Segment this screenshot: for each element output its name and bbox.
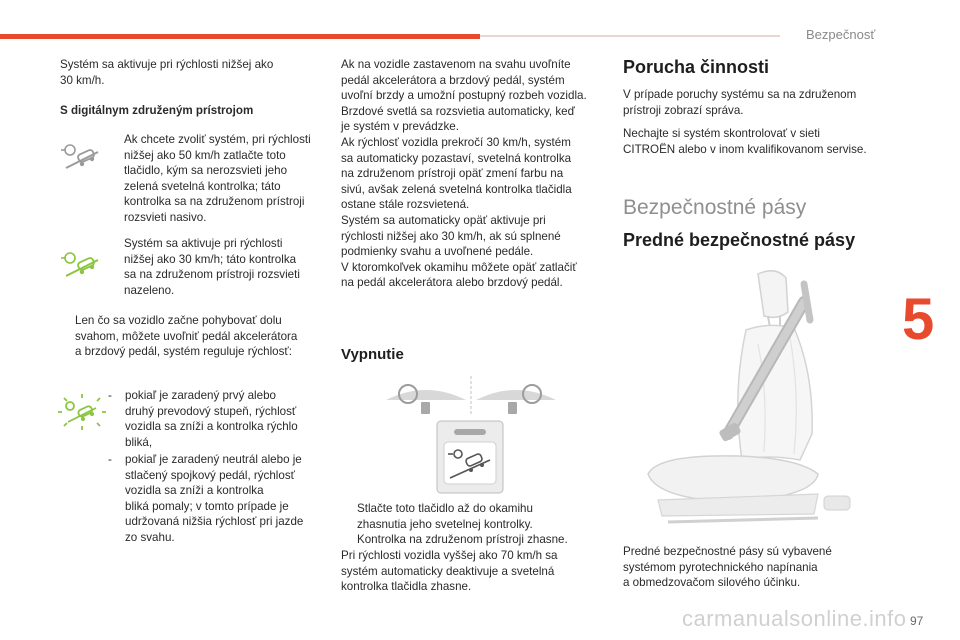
off-after-text: Pri rýchlosti vozidla vyššej ako 70 km/h sa systém automaticky deaktivuje a svetelná kontrolka tlačidla zhasne. [341,549,558,594]
chapter-number: 5 [902,287,935,352]
heading-front-seatbelts: Predné bezpečnostné pásy [623,230,856,250]
accent-bar-thin [480,35,780,37]
accent-bar [0,34,480,39]
hill-descent-green-icon [58,248,104,282]
seatbelt-caption: Predné bezpečnostné pásy sú vybavené systémom pyrotechnického napínania a obmedzovačom silového účinku. [623,545,832,590]
off-step: Stlačte toto tlačidlo až do okamihu zhasnutia jeho svetelnej kontrolky. Kontrolka na združenom prístroji zhasne. [357,502,568,547]
heading-vypnutie: Vypnutie [341,346,404,363]
porucha-p2: Nechajte si systém skontrolovať v sieti CITROËN alebo v inom kvalifikovanom servise. [623,127,867,156]
page-number: 97 [910,614,924,628]
porucha-p1: V prípade poruchy systému sa na združenom prístroji zobrazí správa. [623,88,857,117]
subheading-digital: S digitálnym združeným prístrojom [60,104,254,117]
watermark: carmanualsonline.info [682,606,907,631]
section-title: Bezpečnosť [806,27,876,42]
front-seat-belt-image [618,264,880,538]
intro-text: Systém sa aktivuje pri rýchlosti nižšej ako 30 km/h. [60,58,274,87]
col2-paragraph: Ak na vozidle zastavenom na svahu uvoľníte pedál akcelerátora a brzdový pedál, systém uvoľní brzdy a umožní postupný rozbeh vozidla. Brzdové svetlá sa rozsvietia automaticky, keď je systém v prevádzke. Ak rýchlosť vozidla prekročí 30 km/h, systém sa automaticky pozastaví, svetelná kontrolka na združenom prístroji opäť zmení farbu na sivú, avšak zelená svetelná kontrolka tlačidla ostane stále rozsvietená. Systém sa automaticky opäť aktivuje pri rýchlosti nižšej ako 30 km/h, ak sú splnené podmienky svahu a uvoľnené pedále. V ktoromkoľvek okamihu môžete opäť zatlačiť na pedál akcelerátora alebo brzdový pedál. [341,58,587,290]
hill-descent-blinking-icon [56,392,108,432]
heading-seatbelts: Bezpečnostné pásy [623,196,807,219]
hill-descent-grey-icon [58,140,104,174]
hill-descent-button-icon [436,420,504,494]
dash-item-2: - pokiaľ je zaradený neutrál alebo je stlačený spojkový pedál, rýchlosť vozidla sa zníži a kontrolka bliká pomaly; v tomto prípade je udržovaná nižšia rýchlosť pri jazde zo svahu. [108,453,304,544]
item3-text: Len čo sa vozidlo začne pohybovať dolu svahom, môžete uvoľniť pedál akcelerátora a brzdový pedál, systém reguluje rýchlosť: [75,314,298,359]
heading-porucha: Porucha činnosti [623,57,770,77]
item2-text: Systém sa aktivuje pri rýchlosti nižšej ako 30 km/h; táto kontrolka sa na združenom prístroji rozsvieti nazeleno. [124,237,300,297]
dash-item-1: - pokiaľ je zaradený prvý alebo druhý prevodový stupeň, rýchlosť vozidla sa zníži a kontrolka rýchlo bliká, [108,389,298,449]
pedal-icons [386,376,556,416]
item1-text: Ak chcete zvoliť systém, pri rýchlosti nižšej ako 50 km/h zatlačte toto tlačidlo, kým sa nerozsvieti jeho zelená svetelná kontrolka; táto kontrolka sa na združenom prístroji rozsvieti nasivo. [124,133,311,224]
